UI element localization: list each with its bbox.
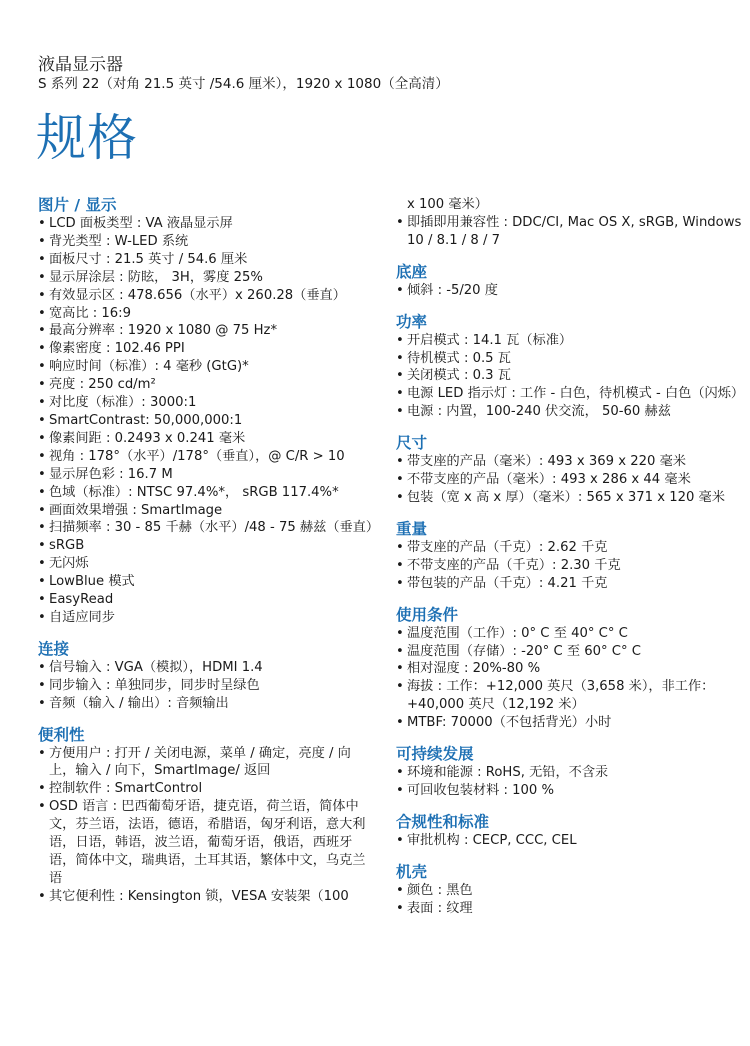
spec-item: • 电源 LED 指示灯 : 工作 - 白色，待机模式 - 白色（闪烁） — [396, 385, 742, 403]
spec-list-continued — [396, 196, 742, 214]
spec-item: • 可回收包装材料 : 100 % — [396, 782, 742, 800]
spec-item: • LowBlue 模式 — [38, 573, 374, 591]
page-title: 规格 — [36, 109, 138, 167]
spec-list — [396, 332, 745, 422]
spec-item: • 背光类型 : W-LED 系统 — [38, 233, 374, 251]
product-subtitle: S 系列 22（对角 21.5 英寸 /54.6 厘米），1920 x 1080（全高清） — [38, 76, 449, 92]
spec-list — [396, 282, 742, 300]
spec-item: • 温度范围（存储）: -20° C 至 60° C° C — [396, 643, 742, 661]
section-title: 功率 — [396, 312, 428, 331]
section-stand — [396, 263, 742, 300]
spec-list — [38, 215, 380, 627]
section-title: 合规性和标准 — [396, 812, 490, 831]
spec-item: • 颜色 : 黑色 — [396, 882, 742, 900]
spec-item: • 电源 : 内置，100-240 伏交流， 50-60 赫兹 — [396, 403, 742, 421]
spec-item: • 带包装的产品（千克）: 4.21 千克 — [396, 575, 742, 593]
spec-list — [396, 764, 742, 800]
section-title: 图片 / 显示 — [38, 196, 117, 214]
spec-list — [396, 453, 742, 507]
spec-item: • 面板尺寸 : 21.5 英寸 / 54.6 厘米 — [38, 251, 374, 269]
left-column — [38, 196, 380, 919]
spec-item: • EasyRead — [38, 591, 374, 609]
spec-item: • 最高分辨率 : 1920 x 1080 @ 75 Hz* — [38, 322, 374, 340]
spec-item: • 温度范围（工作）: 0° C 至 40° C° C — [396, 625, 742, 643]
spec-item: • 显示屏色彩 : 16.7 M — [38, 466, 374, 484]
spec-item: • 对比度（标准）: 3000:1 — [38, 394, 374, 412]
spec-item: • 即插即用兼容性 : DDC/CI, Mac OS X, sRGB, Windows 10 / 8.1 / 8 / 7 — [396, 214, 742, 250]
spec-item: • sRGB — [38, 537, 374, 555]
spec-item: • 显示屏涂层 : 防眩， 3H，雾度 25% — [38, 269, 374, 287]
spec-list — [38, 659, 374, 713]
section-title: 便利性 — [38, 725, 85, 744]
section-power — [396, 312, 745, 422]
spec-item: • 响应时间（标准）: 4 毫秒 (GtG)* — [38, 358, 374, 376]
section-title: 机壳 — [396, 862, 428, 881]
spec-item: • 自适应同步 — [38, 609, 374, 627]
spec-item: • 同步输入 : 单独同步，同步时呈绿色 — [38, 677, 374, 695]
section-picture-display — [38, 196, 380, 627]
spec-list — [396, 832, 742, 850]
spec-item: • 控制软件 : SmartControl — [38, 780, 374, 798]
spec-item: • 无闪烁 — [38, 555, 374, 573]
spec-item: • 带支座的产品（千克）: 2.62 千克 — [396, 539, 742, 557]
spec-item: • 像素间距 : 0.2493 x 0.241 毫米 — [38, 430, 374, 448]
product-name: 液晶显示器 — [38, 55, 123, 75]
section-weight — [396, 520, 742, 593]
section-convenience — [38, 726, 374, 906]
section-title: 底座 — [396, 262, 428, 281]
spec-list — [396, 214, 742, 250]
spec-item: • 表面 : 纹理 — [396, 900, 742, 918]
section-operating-conditions — [396, 606, 742, 732]
spec-item: • 宽高比 : 16:9 — [38, 305, 374, 323]
section-compliance — [396, 813, 742, 850]
spec-item: • 倾斜 : -5/20 度 — [396, 282, 742, 300]
spec-item: • 审批机构 : CECP, CCC, CEL — [396, 832, 742, 850]
spec-item: • 画面效果增强 : SmartImage — [38, 502, 374, 520]
spec-list — [396, 625, 742, 732]
spec-item: • MTBF: 70000（不包括背光）小时 — [396, 714, 742, 732]
section-sustainability — [396, 745, 742, 800]
spec-list — [38, 745, 374, 906]
spec-item: • 开启模式 : 14.1 瓦（标准） — [396, 332, 742, 350]
spec-item: • 色域（标准）: NTSC 97.4%*， sRGB 117.4%* — [38, 484, 374, 502]
section-cabinet — [396, 863, 742, 918]
section-title: 可持续发展 — [396, 745, 474, 764]
spec-item: • 有效显示区 : 478.656（水平）x 260.28（垂直） — [38, 287, 374, 305]
spec-item: • 待机模式 : 0.5 瓦 — [396, 350, 742, 368]
spec-item: • 亮度 : 250 cd/m² — [38, 376, 374, 394]
spec-item: • 环境和能源 : RoHS, 无铅，不含汞 — [396, 764, 742, 782]
spec-list — [396, 539, 742, 593]
section-title: 连接 — [38, 639, 70, 658]
product-header — [38, 55, 730, 93]
right-column — [396, 196, 745, 931]
spec-item: • 包装（宽 x 高 x 厚）（毫米）: 565 x 371 x 120 毫米 — [396, 489, 742, 507]
spec-item: • 音频（输入 / 输出）: 音频输出 — [38, 695, 374, 713]
spec-item: • LCD 面板类型 : VA 液晶显示屏 — [38, 215, 374, 233]
section-convenience-continued — [396, 196, 742, 250]
spec-item: • 相对湿度 : 20%-80 % — [396, 660, 742, 678]
spec-item: • 像素密度 : 102.46 PPI — [38, 340, 374, 358]
spec-item: • 视角 : 178°（水平）/178°（垂直），@ C/R > 10 — [38, 448, 374, 466]
spec-item: • 带支座的产品（毫米）: 493 x 369 x 220 毫米 — [396, 453, 742, 471]
spec-item: • 海拔 : 工作：+12,000 英尺（3,658 米），非工作：+40,000 英尺（12,192 米） — [396, 678, 742, 714]
spec-item: • OSD 语言 : 巴西葡萄牙语，捷克语，荷兰语，简体中文，芬兰语，法语，德语，希腊语，匈牙利语，意大利语，日语，韩语，波兰语，葡萄牙语，俄语，西班牙语，简体中文，瑞典语，土耳其语，繁体中文，乌克兰语 — [38, 798, 374, 888]
spec-item: • 关闭模式 : 0.3 瓦 — [396, 367, 742, 385]
spec-item: • SmartContrast: 50,000,000:1 — [38, 412, 374, 430]
spec-list — [396, 882, 742, 918]
spec-item: • 不带支座的产品（毫米）: 493 x 286 x 44 毫米 — [396, 471, 742, 489]
spec-item: • 方便用户 : 打开 / 关闭电源，菜单 / 确定，亮度 / 向上，输入 / 向下，SmartImage/ 返回 — [38, 745, 374, 781]
section-dimensions — [396, 434, 742, 507]
section-connectivity — [38, 640, 374, 713]
spec-item: • 不带支座的产品（千克）: 2.30 千克 — [396, 557, 742, 575]
spec-item-continued: x 100 毫米） — [407, 197, 488, 212]
spec-item: • 其它便利性 : Kensington 锁，VESA 安装架（100 — [38, 888, 374, 906]
section-title: 重量 — [396, 519, 428, 538]
spec-item: • 扫描频率 : 30 - 85 千赫（水平）/48 - 75 赫兹（垂直） — [38, 519, 374, 537]
section-title: 使用条件 — [396, 605, 459, 624]
spec-item: • 信号输入 : VGA（模拟），HDMI 1.4 — [38, 659, 374, 677]
section-title: 尺寸 — [396, 434, 428, 453]
